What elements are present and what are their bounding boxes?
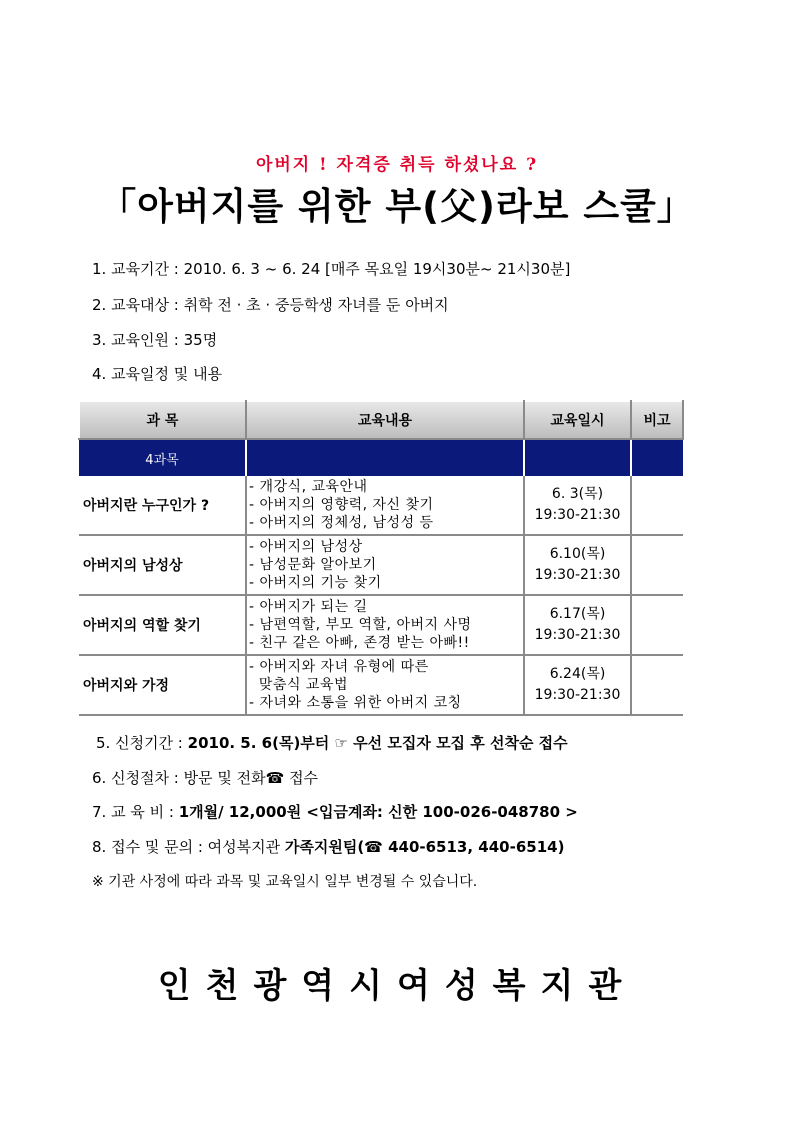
row-subject: 아버지의 역할 찾기 (79, 595, 246, 655)
header-subject: 과 목 (79, 401, 246, 439)
header-note: 비고 (631, 401, 683, 439)
info-apply-procedure: 6. 신청절차 : 방문 및 전화☎ 접수 (92, 769, 319, 787)
info-fee: 7. 교 육 비 : 1개월/ 12,000원 <입금계좌: 신한 100-026-048780 > (92, 803, 578, 821)
band-label: 4과목 (79, 439, 246, 476)
row-note (631, 655, 683, 715)
info-notice: ※ 기관 사정에 따라 과목 및 교육일시 일부 변경될 수 있습니다. (92, 874, 478, 890)
table-header-row (79, 401, 683, 439)
info-target: 2. 교육대상 : 취학 전 · 초 · 중등학생 자녀를 둔 아버지 (92, 296, 449, 314)
row-contents: - 아버지의 남성상 - 남성문화 알아보기 - 아버지의 기능 찾기 (246, 535, 524, 595)
row-datetime: 6.24(목) 19:30-21:30 (524, 655, 631, 715)
row-note (631, 535, 683, 595)
info-contact: 8. 접수 및 문의 : 여성복지관 가족지원팀(☎ 440-6513, 440-6514) (92, 838, 565, 856)
row-subject: 아버지의 남성상 (79, 535, 246, 595)
row-subject: 아버지란 누구인가 ? (79, 476, 246, 535)
info-apply-period: 5. 신청기간 : 2010. 5. 6(목)부터 ☞ 우선 모집자 모집 후 선착순 접수 (96, 734, 568, 752)
row-note (631, 476, 683, 535)
row-contents: - 아버지와 자녀 유형에 따른 맞춤식 교육법 - 자녀와 소통을 위한 아버지 코칭 (246, 655, 524, 715)
subtitle: 아버지 ! 자격증 취득 하셨나요 ? (255, 155, 539, 175)
row-contents: - 개강식, 교육안내 - 아버지의 영향력, 자신 찾기 - 아버지의 정체성, 남성성 등 (246, 476, 524, 535)
info-schedule: 4. 교육일정 및 내용 (92, 365, 223, 383)
page-title: 「아버지를 위한 부(父)라보 스쿨」 (99, 185, 695, 228)
row-datetime: 6.10(목) 19:30-21:30 (524, 535, 631, 595)
table-row (79, 655, 683, 715)
info-period: 1. 교육기간 : 2010. 6. 3 ~ 6. 24 [매주 목요일 19시30분~ 21시30분] (92, 260, 571, 278)
row-contents: - 아버지가 되는 길 - 남편역할, 부모 역할, 아버지 사명 - 친구 같은 아빠, 존경 받는 아빠!! (246, 595, 524, 655)
row-note (631, 595, 683, 655)
header-date: 교육일시 (524, 401, 631, 439)
schedule-table (78, 400, 684, 716)
table-band-row (79, 439, 683, 476)
row-datetime: 6. 3(목) 19:30-21:30 (524, 476, 631, 535)
info-capacity: 3. 교육인원 : 35명 (92, 331, 218, 349)
header-content: 교육내용 (246, 401, 524, 439)
table-row (79, 476, 683, 535)
row-datetime: 6.17(목) 19:30-21:30 (524, 595, 631, 655)
row-subject: 아버지와 가정 (79, 655, 246, 715)
table-row (79, 595, 683, 655)
table-row (79, 535, 683, 595)
organization-name: 인천광역시여성복지관 (157, 966, 637, 1006)
